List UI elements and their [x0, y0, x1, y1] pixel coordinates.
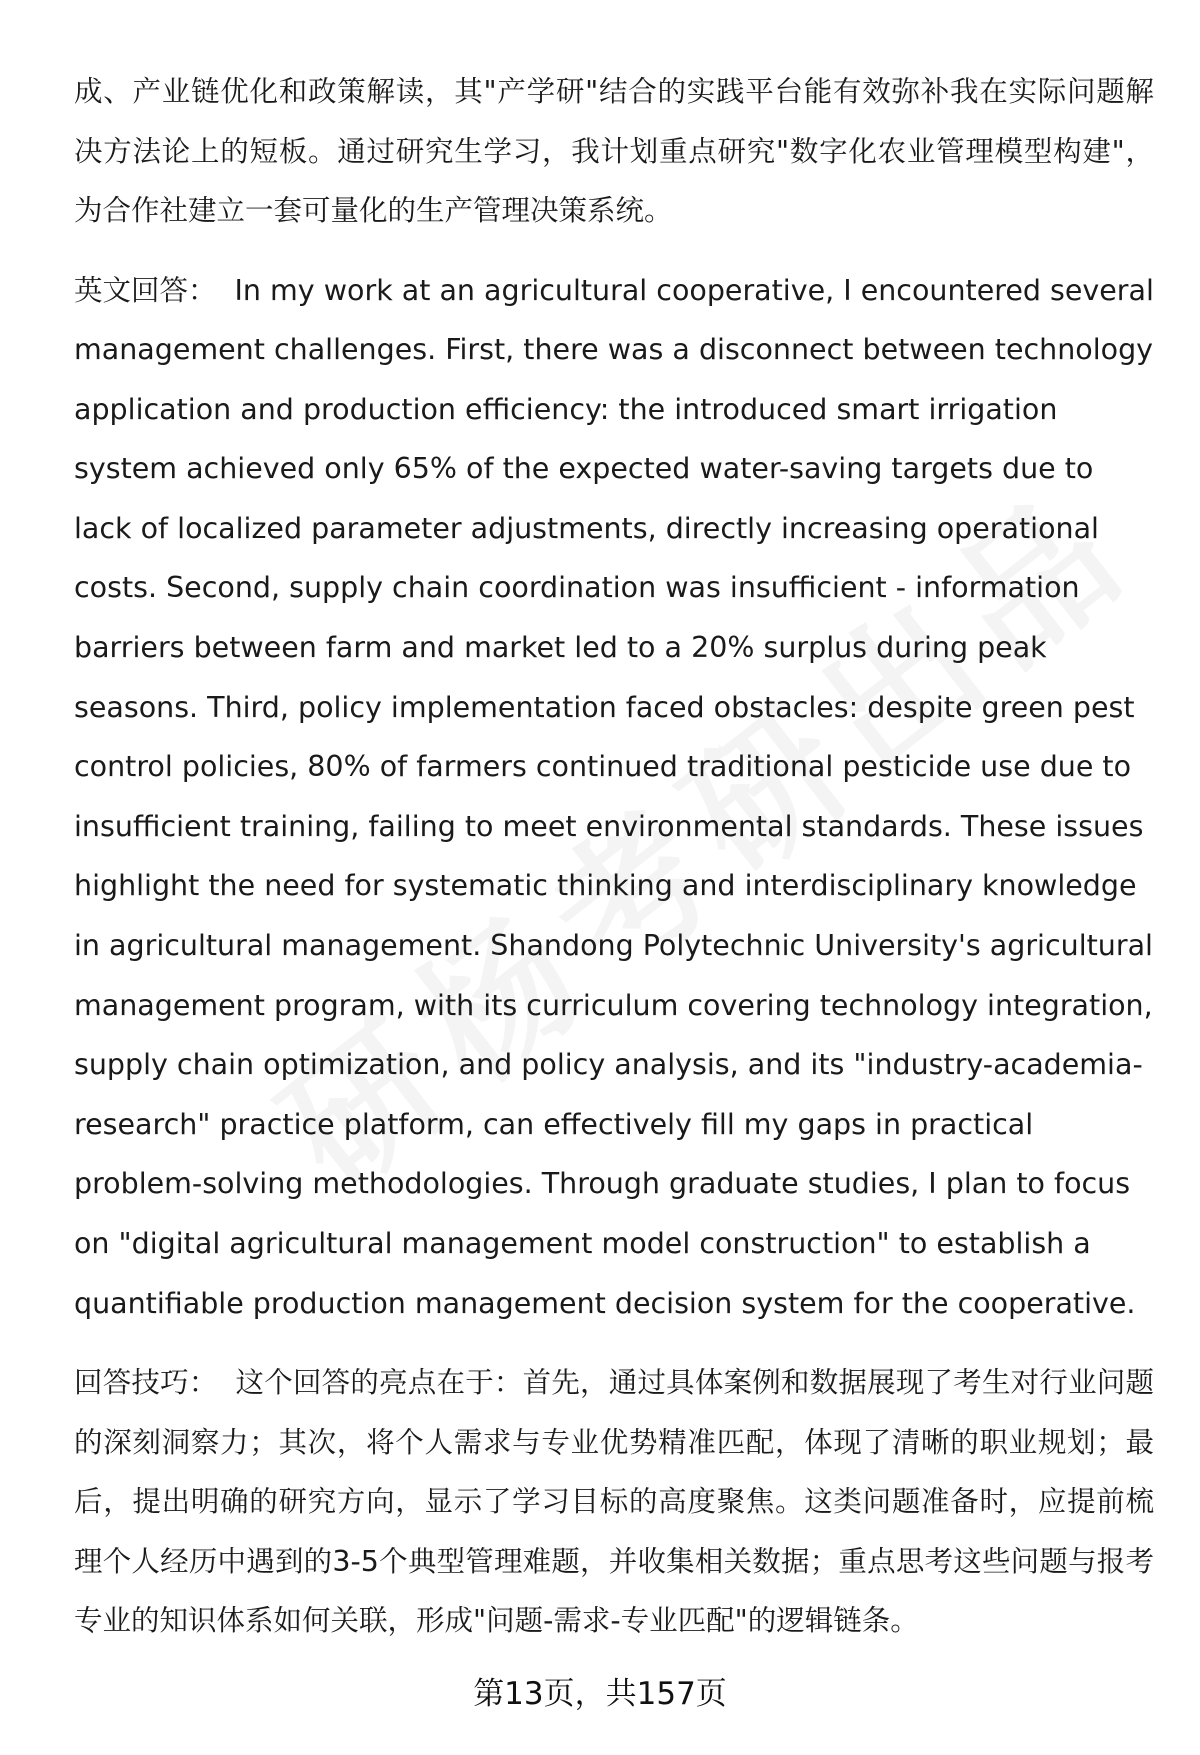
english-answer-text: In my work at an agricultural cooperative, I encountered several management challenges. First, there was a disconnect between technology application and production efficiency: the introduced smart irrigation system achieved only 65% of the expected water-saving targets due to lack of localized parameter adjustments, directly increasing operational costs. Second, supply chain coordination was insufficient - information barriers between farm and market led to a 20% surplus during peak seasons. Third, policy implementation faced obstacles: despite green pest control policies, 80% of farmers continued traditional pesticide use due to insufficient training, failing to meet environmental standards. These issues highlight the need for systematic thinking and interdisciplinary knowledge in agricultural management. Shandong Polytechnic University's agricultural management program, with its curriculum covering technology integration, supply chain optimization, and policy analysis, and its "industry-academia-research" practice platform, can effectively fill my gaps in practical problem-solving methodologies. Through graduate studies, I plan to focus on "digital agricultural management model construction" to establish a quantifiable production management decision system for the cooperative.: [74, 273, 1154, 1320]
answer-tips-paragraph: [74, 1353, 1154, 1651]
english-answer-label: 英文回答：: [74, 273, 217, 307]
page-content: [74, 62, 1154, 1651]
intro-continuation-paragraph: 成、产业链优化和政策解读，其"产学研"结合的实践平台能有效弥补我在实际问题解决方法论上的短板。通过研究生学习，我计划重点研究"数字化农业管理模型构建"，为合作社建立一套可量化的生产管理决策系统。: [74, 75, 1154, 227]
english-answer-paragraph: [74, 261, 1154, 1334]
answer-tips-text: 这个回答的亮点在于：首先，通过具体案例和数据展现了考生对行业问题的深刻洞察力；其次，将个人需求与专业优势精准匹配，体现了清晰的职业规划；最后，提出明确的研究方向，显示了学习目标的高度聚焦。这类问题准备时，应提前梳理个人经历中遇到的3-5个典型管理难题，并收集相关数据；重点思考这些问题与报考专业的知识体系如何关联，形成"问题-需求-专业匹配"的逻辑链条。: [74, 1366, 1154, 1638]
answer-tips-label: 回答技巧：: [74, 1366, 218, 1400]
page-number: 第13页，共157页: [473, 1676, 727, 1712]
